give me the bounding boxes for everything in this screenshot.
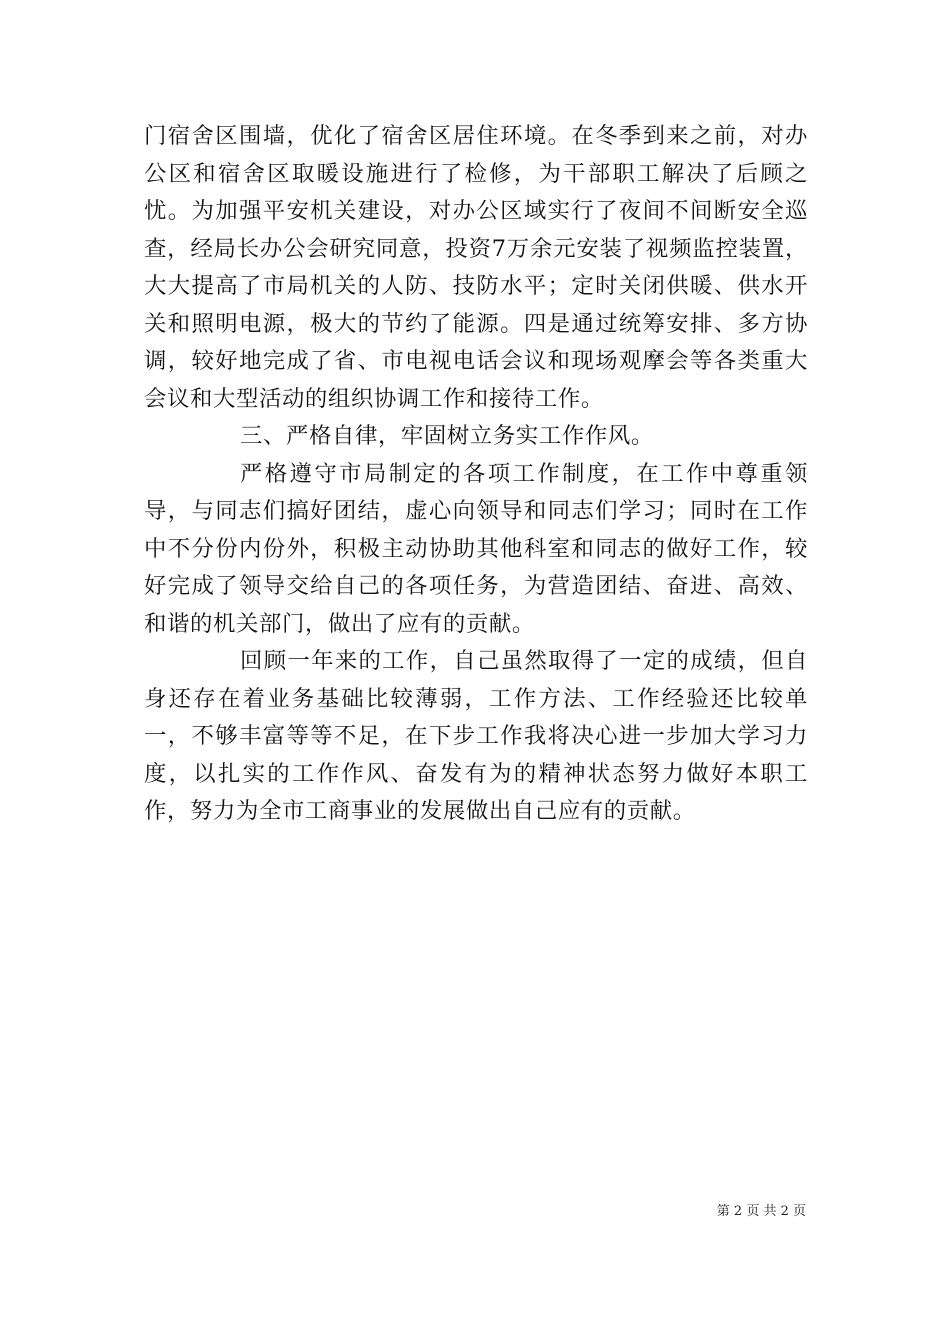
document-body [144,118,808,831]
page-number-footer: 第 2 页 共 2 页 [716,1204,806,1219]
paragraph-continued-text: 门宿舍区围墙，优化了宿舍区居住环境。在冬季到来之前，对办公区和宿舍区取暖设施进行了检修，为干部职工解决了后顾之忧。为加强平安机关建设，对办公区域实行了夜间不间断安全巡查，经局长办公会研究同意，投资7万余元安装了视频监控装置，大大提高了市局机关的人防、技防水平；定时关闭供暖、供水开关和照明电源，极大的节约了能源。四是通过统筹安排、多方协调，较好地完成了省、市电视电话会议和现场观摩会等各类重大会议和大型活动的组织协调工作和接待工作。 [144,123,808,412]
paragraph-discipline: 严格遵守市局制定的各项工作制度，在工作中尊重领导，与同志们搞好团结，虚心向领导和同志们学习；同时在工作中不分份内份外，积极主动协助其他科室和同志的做好工作，较好完成了领导交给自己的各项任务，为营造团结、奋进、高效、和谐的机关部门，做出了应有的贡献。 [144,460,808,637]
paragraph-review: 回顾一年来的工作，自己虽然取得了一定的成绩，但自身还存在着业务基础比较薄弱，工作方法、工作经验还比较单一，不够丰富等等不足，在下步工作我将决心进一步加大学习力度，以扎实的工作作风、奋发有为的精神状态努力做好本职工作，努力为全市工商事业的发展做出自己应有的贡献。 [144,648,808,824]
section-heading-three: 三、严格自律，牢固树立务实工作作风。 [240,423,654,449]
